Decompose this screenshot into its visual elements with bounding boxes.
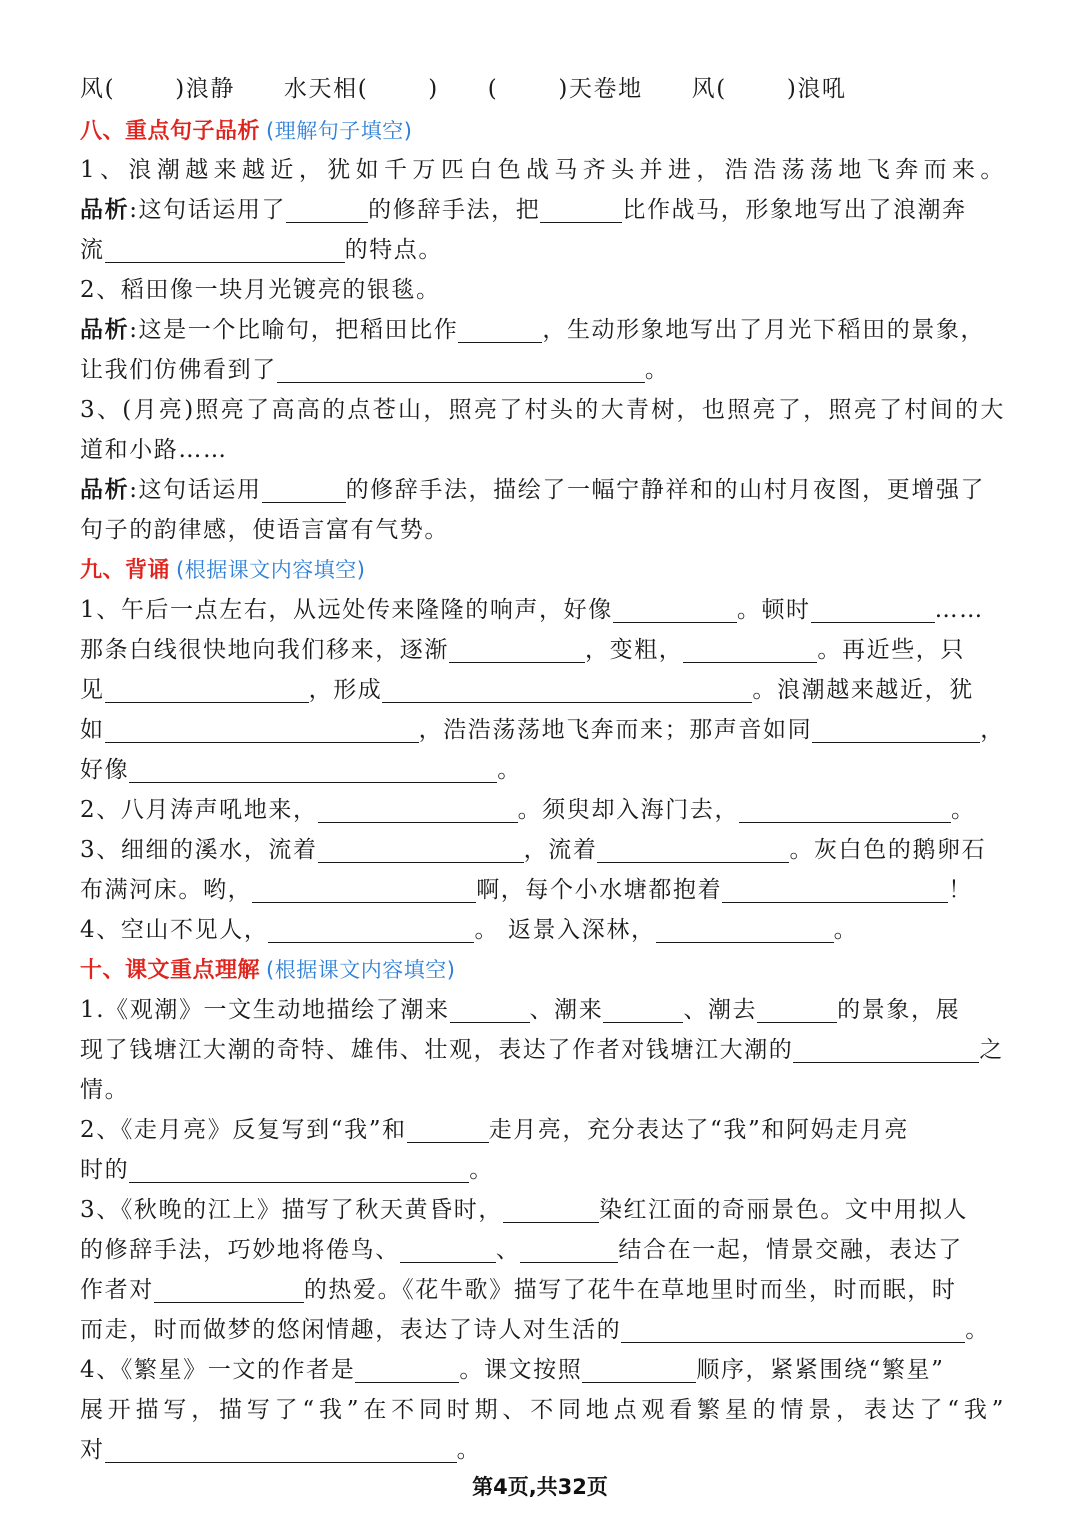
answer-blank[interactable] bbox=[129, 1156, 469, 1183]
text: 3、细细的溪水，流着 bbox=[80, 837, 318, 863]
text: 之 bbox=[979, 1037, 1005, 1063]
answer-blank[interactable] bbox=[407, 1116, 489, 1143]
text: :这是一个比喻句，把稻田比作 bbox=[129, 317, 459, 343]
page-number: 第4页,共32页 bbox=[472, 1475, 608, 1499]
text: ， bbox=[980, 717, 1005, 743]
answer-blank[interactable] bbox=[722, 876, 948, 903]
idiom-text: ) bbox=[428, 76, 439, 102]
text: 结合在一起，情景交融，表达了 bbox=[618, 1237, 963, 1263]
answer-blank[interactable] bbox=[520, 1236, 618, 1263]
answer-blank[interactable] bbox=[355, 1356, 459, 1383]
answer-blank[interactable] bbox=[811, 596, 935, 623]
understanding-line bbox=[80, 1310, 1005, 1350]
answer-blank[interactable] bbox=[286, 196, 368, 223]
answer-blank[interactable] bbox=[597, 836, 789, 863]
understanding-line bbox=[80, 1430, 1005, 1470]
analysis-label: 品析 bbox=[80, 317, 130, 343]
understanding-line bbox=[80, 1150, 1005, 1190]
analysis-line bbox=[80, 230, 1005, 270]
text: 的景象，展 bbox=[837, 997, 961, 1023]
idiom-row bbox=[80, 69, 1005, 109]
understanding-line bbox=[80, 1110, 1005, 1150]
section-heading bbox=[80, 950, 1005, 991]
text: 。 bbox=[833, 917, 859, 943]
answer-blank[interactable] bbox=[503, 1196, 599, 1223]
section-heading bbox=[80, 550, 1005, 591]
answer-blank[interactable] bbox=[812, 716, 980, 743]
answer-blank[interactable] bbox=[621, 1316, 965, 1343]
answer-blank[interactable] bbox=[757, 996, 837, 1023]
understanding-line bbox=[80, 1350, 1005, 1390]
answer-blank[interactable] bbox=[540, 196, 622, 223]
idiom-text: 风( bbox=[691, 76, 727, 102]
text: ，变粗， bbox=[585, 637, 684, 663]
answer-blank[interactable] bbox=[277, 356, 645, 383]
text: 、潮去 bbox=[683, 997, 758, 1023]
section-hint: (根据课文内容填空) bbox=[176, 558, 366, 582]
text: 那条白线很快地向我们移来，逐渐 bbox=[80, 637, 449, 663]
question-text: 3、(月亮)照亮了高高的点苍山，照亮了村头的大青树，也照亮了，照亮了村间的大 bbox=[80, 397, 1005, 423]
text: 。浪潮越来越近，犹 bbox=[752, 677, 974, 703]
text: 流 bbox=[80, 237, 105, 263]
answer-blank[interactable] bbox=[129, 756, 497, 783]
recite-line bbox=[80, 710, 1005, 750]
text: 。 bbox=[951, 797, 976, 823]
recite-line bbox=[80, 790, 1005, 830]
text: 好像 bbox=[80, 757, 130, 783]
text: 的修辞手法，描绘了一幅宁静祥和的山村月夜图，更增强了 bbox=[345, 477, 986, 503]
text: 如 bbox=[80, 717, 105, 743]
answer-blank[interactable] bbox=[268, 916, 474, 943]
question-text: 道和小路…… bbox=[80, 437, 228, 463]
text: 的热爱。《花牛歌》描写了花牛在草地里时而坐，时而眠，时 bbox=[303, 1277, 957, 1303]
answer-blank[interactable] bbox=[105, 236, 345, 263]
text: 作者对 bbox=[80, 1277, 154, 1303]
text: 。课文按照 bbox=[459, 1357, 583, 1383]
text: 。 bbox=[456, 1437, 482, 1463]
answer-blank[interactable] bbox=[656, 916, 834, 943]
understanding-line bbox=[80, 1030, 1005, 1070]
answer-blank[interactable] bbox=[262, 476, 346, 503]
section-hint: (根据课文内容填空) bbox=[266, 958, 456, 982]
text: ，浩浩荡荡地飞奔而来；那声音如同 bbox=[418, 717, 813, 743]
answer-blank[interactable] bbox=[318, 836, 524, 863]
text: 顺序，紧紧围绕“繁星” bbox=[696, 1357, 945, 1383]
text: 。 bbox=[469, 1157, 494, 1183]
idiom-text: )浪吼 bbox=[786, 76, 847, 102]
section-title: 十、课文重点理解 bbox=[80, 958, 261, 983]
idiom-text: )天卷地 bbox=[558, 76, 643, 102]
recite-line bbox=[80, 870, 1005, 910]
text: 。灰白色的鹅卵石 bbox=[789, 837, 987, 863]
section-hint: (理解句子填空) bbox=[266, 119, 413, 143]
text: 见 bbox=[80, 677, 105, 703]
text: 。 bbox=[965, 1317, 990, 1343]
text: 2、八月涛声吼地来， bbox=[80, 797, 318, 823]
question-text: 1、浪潮越来越近，犹如千万匹白色战马齐头并进，浩浩荡荡地飞奔而来。 bbox=[80, 157, 1005, 183]
text: ！ bbox=[948, 877, 973, 903]
text: 走月亮，充分表达了“我”和阿妈走月亮 bbox=[488, 1117, 909, 1143]
analysis-line bbox=[80, 190, 1005, 230]
analysis-label: 品析 bbox=[80, 197, 130, 223]
text: :这句话运用了 bbox=[129, 197, 287, 223]
answer-blank[interactable] bbox=[582, 1356, 696, 1383]
answer-blank[interactable] bbox=[449, 636, 585, 663]
text: 2、《走月亮》反复写到“我”和 bbox=[80, 1117, 407, 1143]
question-text: 2、稻田像一块月光镀亮的银毯。 bbox=[80, 277, 441, 303]
recite-line bbox=[80, 630, 1005, 670]
understanding-line: 情。 bbox=[80, 1077, 130, 1103]
text: 。须臾却入海门去， bbox=[517, 797, 740, 823]
analysis-line: 句子的韵律感，使语言富有气势。 bbox=[80, 517, 449, 543]
text: 。 bbox=[644, 357, 670, 383]
text: 让我们仿佛看到了 bbox=[80, 357, 277, 383]
idiom-text: )浪静 bbox=[175, 76, 235, 102]
text: 时的 bbox=[80, 1157, 130, 1183]
section-title: 八、重点句子品析 bbox=[80, 119, 261, 144]
text: 的修辞手法，把 bbox=[368, 197, 541, 223]
text: 3、《秋晚的江上》描写了秋天黄昏时， bbox=[80, 1197, 503, 1223]
recite-line bbox=[80, 830, 1005, 870]
answer-blank[interactable] bbox=[252, 876, 476, 903]
text: 。 返景入深林， bbox=[474, 917, 656, 943]
recite-line bbox=[80, 670, 1005, 710]
text: ，生动形象地写出了月光下稻田的景象， bbox=[542, 317, 986, 343]
text: 啊，每个小水塘都抱着 bbox=[476, 877, 723, 903]
section-title: 九、背诵 bbox=[80, 558, 171, 583]
idiom-text: 水天相( bbox=[283, 76, 369, 102]
understanding-line bbox=[80, 1230, 1005, 1270]
answer-blank[interactable] bbox=[613, 596, 737, 623]
understanding-line: 展开描写，描写了“我”在不同时期、不同地点观看繁星的情景，表达了“我” bbox=[80, 1397, 1005, 1423]
text: ，形成 bbox=[308, 677, 383, 703]
analysis-line bbox=[80, 310, 1005, 350]
text: 4、空山不见人， bbox=[80, 917, 269, 943]
text: 的特点。 bbox=[344, 237, 444, 263]
answer-blank[interactable] bbox=[154, 1276, 304, 1303]
analysis-label: 品析 bbox=[80, 477, 130, 503]
answer-blank[interactable] bbox=[450, 996, 530, 1023]
text: 、潮来 bbox=[529, 997, 604, 1023]
text: 1、午后一点左右，从远处传来隆隆的响声，好像 bbox=[80, 597, 613, 623]
text: 、 bbox=[495, 1237, 521, 1263]
text: 。再近些，只 bbox=[817, 637, 966, 663]
answer-blank[interactable] bbox=[105, 1436, 457, 1463]
answer-blank[interactable] bbox=[793, 1036, 979, 1063]
understanding-line bbox=[80, 990, 1005, 1030]
recite-line bbox=[80, 910, 1005, 950]
recite-line bbox=[80, 750, 1005, 790]
answer-blank[interactable] bbox=[105, 676, 309, 703]
text: :这句话运用 bbox=[129, 477, 262, 503]
section-heading bbox=[80, 111, 1005, 152]
text: 对 bbox=[80, 1437, 105, 1463]
text: 4、《繁星》一文的作者是 bbox=[80, 1357, 356, 1383]
answer-blank[interactable] bbox=[318, 796, 518, 823]
text: 现了钱塘江大潮的奇特、雄伟、壮观，表达了作者对钱塘江大潮的 bbox=[80, 1037, 794, 1063]
text: 而走，时而做梦的悠闲情趣，表达了诗人对生活的 bbox=[80, 1317, 622, 1343]
analysis-line bbox=[80, 350, 1005, 390]
answer-blank[interactable] bbox=[382, 676, 752, 703]
understanding-line bbox=[80, 1270, 1005, 1310]
answer-blank[interactable] bbox=[400, 1236, 496, 1263]
text: 染红江面的奇丽景色。文中用拟人 bbox=[598, 1197, 968, 1223]
text: 的修辞手法，巧妙地将倦鸟、 bbox=[80, 1237, 400, 1263]
text: …… bbox=[934, 597, 984, 623]
recite-line bbox=[80, 590, 1005, 630]
answer-blank[interactable] bbox=[603, 996, 683, 1023]
text: 比作战马，形象地写出了浪潮奔 bbox=[622, 197, 967, 223]
text: 。顿时 bbox=[736, 597, 811, 623]
answer-blank[interactable] bbox=[739, 796, 951, 823]
text: ，流着 bbox=[523, 837, 598, 863]
text: 。 bbox=[497, 757, 522, 783]
understanding-line bbox=[80, 1190, 1005, 1230]
text: 1.《观潮》一文生动地描绘了潮来 bbox=[80, 997, 450, 1023]
answer-blank[interactable] bbox=[105, 716, 419, 743]
answer-blank[interactable] bbox=[458, 316, 542, 343]
analysis-line bbox=[80, 470, 1005, 510]
idiom-text: ( bbox=[487, 76, 499, 102]
idiom-text: 风( bbox=[80, 76, 116, 102]
answer-blank[interactable] bbox=[683, 636, 817, 663]
text: 布满河床。哟， bbox=[80, 877, 253, 903]
